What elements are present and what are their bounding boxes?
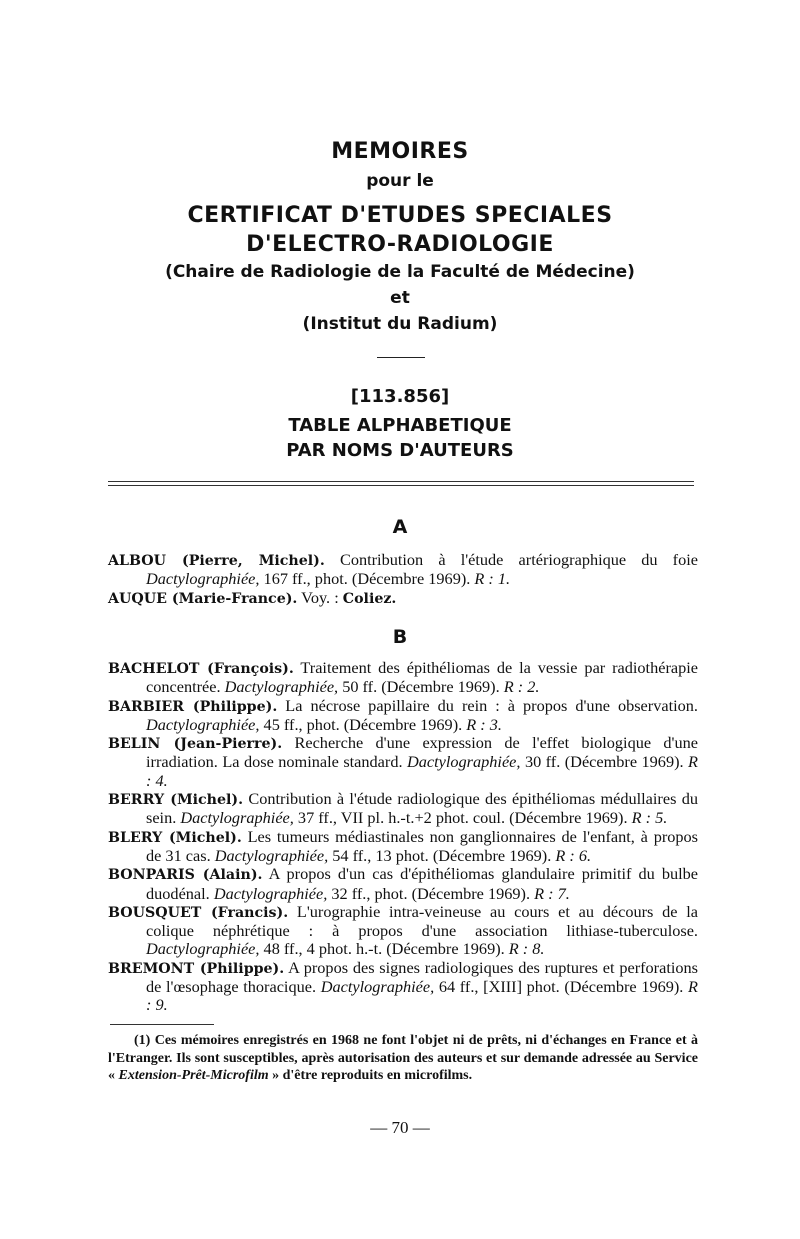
entry-author: AUQUE (Marie-France). <box>108 590 298 607</box>
entry-reference: R : 6. <box>555 845 592 865</box>
footnote: (1) Ces mémoires enregistrés en 1968 ne font l'objet ni de prêts, ni d'échanges en France et à l'Etranger. Ils sont susceptibles, après autorisation des auteurs et sur demande adressée au Service « Extension-Prêt-Microfilm » d'être reproduits en microfilms. <box>108 1033 698 1083</box>
entry-author: BERRY (Michel). <box>108 792 244 809</box>
entry-reference: R : 4. <box>146 752 698 790</box>
heading-institut: (Institut du Radium) <box>302 314 498 334</box>
heading-et: et <box>390 288 410 308</box>
bibliography-entry: BARBIER (Philippe). La nécrose papillaire du rein : à propos d'une observation. Dactylographiée, 45 ff., phot. (Décembre 1969). R : 3. <box>108 695 698 734</box>
bibliography-entry: BREMONT (Philippe). A propos des signes radiologiques des ruptures et perforations de l'œsophage thoracique. Dactylographiée, 64 ff., [XIII] phot. (Décembre 1969). R : 9. <box>108 957 698 1015</box>
catalog-code: [113.856] <box>350 386 450 407</box>
table-title-line1: TABLE ALPHABETIQUE <box>288 415 512 436</box>
bibliography-entry: BOUSQUET (Francis). L'urographie intra-veineuse au cours et au décours de la colique néphrétique : à propos d'une association lithiase-tuberculose. Dactylographiée, 48 ff., 4 phot. h.-t. (Décembre 1969). R : 8. <box>108 901 698 959</box>
heading-electro-radiologie: D'ELECTRO-RADIOLOGIE <box>246 232 554 257</box>
entry-author: BARBIER (Philippe). <box>108 698 278 715</box>
table-title-line2: PAR NOMS D'AUTEURS <box>286 440 514 461</box>
service-name: Extension-Prêt-Microfilm <box>118 1068 269 1083</box>
entry-author: BONPARIS (Alain). <box>108 867 263 884</box>
bibliography-entry: BONPARIS (Alain). A propos d'un cas d'épithéliomas glandulaire primitif du bulbe duodénal. Dactylographiée, 32 ff., phot. (Décembre 1969). R : 7. <box>108 864 699 903</box>
heading-certificat: CERTIFICAT D'ETUDES SPECIALES <box>187 203 613 228</box>
bibliography-entry: AUQUE (Marie-France). Voy. : Coliez. <box>108 587 397 607</box>
entry-author: BLERY (Michel). <box>108 829 242 846</box>
entry-author: ALBOU (Pierre, Michel). <box>108 553 325 569</box>
entry-reference: R : 1. <box>474 569 511 589</box>
heading-pour-le: pour le <box>366 171 434 191</box>
footnote-divider <box>110 1024 214 1025</box>
entry-author: BACHELOT (François). <box>108 661 294 677</box>
entry-reference: R : 3. <box>466 714 502 734</box>
entry-reference: R : 8. <box>508 939 545 959</box>
entry-author: BOUSQUET (Francis). <box>108 904 289 921</box>
entry-author: BELIN (Jean-Pierre). <box>108 736 283 753</box>
entry-reference: R : 7. <box>534 883 570 903</box>
entry-reference: R : 9. <box>146 977 698 1015</box>
bibliography-entry: ALBOU (Pierre, Michel). Contribution à l'étude artériographique du foie Dactylographiée, 167 ff., phot. (Décembre 1969). R : 1. <box>108 550 698 589</box>
section-letter-a: A <box>392 516 408 538</box>
short-divider <box>377 357 425 358</box>
bibliography-entry: BELIN (Jean-Pierre). Recherche d'une expression de l'effet biologique d'une irradiation. La dose nominale standard. Dactylographiée, 30 ff. (Décembre 1969). R : 4. <box>108 733 698 790</box>
heading-memoires: MEMOIRES <box>331 139 469 164</box>
entry-author: BREMONT (Philippe). <box>108 960 285 977</box>
entries-section-a <box>108 551 698 608</box>
bibliography-entry: BERRY (Michel). Contribution à l'étude radiologique des épithéliomas médullaires du sein. Dactylographiée, 37 ff., VII pl. h.-t.+2 phot. coul. (Décembre 1969). R : 5. <box>108 789 698 828</box>
section-letter-b: B <box>392 626 408 648</box>
see-reference: Coliez. <box>342 590 397 607</box>
entry-reference: R : 2. <box>503 677 540 697</box>
double-divider <box>108 481 694 486</box>
entries-section-b <box>108 659 698 1015</box>
bibliography-entry: BACHELOT (François). Traitement des épithéliomas de la vessie par radiothérapie concentrée. Dactylographiée, 50 ff. (Décembre 1969). R : 2. <box>108 658 698 697</box>
footnote-number: (1) <box>134 1033 151 1048</box>
page-number: — 70 — <box>370 1118 430 1137</box>
bibliography-entry: BLERY (Michel). Les tumeurs médiastinales non ganglionnaires de l'enfant, à propos de 31 cas. Dactylographiée, 54 ff., 13 phot. (Décembre 1969). R : 6. <box>108 826 699 865</box>
entry-reference: R : 5. <box>631 808 668 828</box>
heading-chaire: (Chaire de Radiologie de la Faculté de Médecine) <box>165 262 635 282</box>
